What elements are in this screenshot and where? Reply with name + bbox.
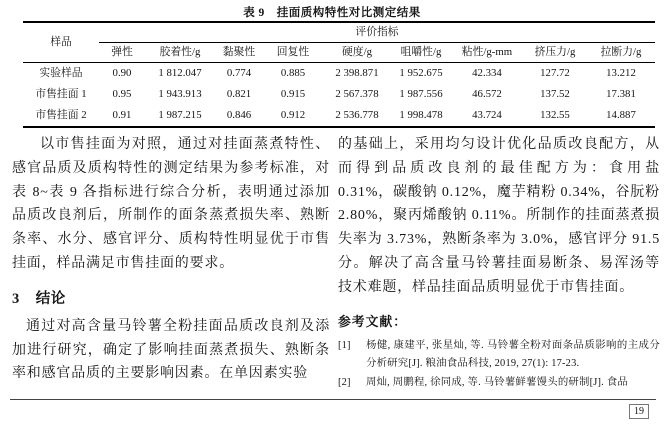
table-cell: 1 998.478 xyxy=(399,108,443,121)
body-paragraph: 以市售挂面为对照，通过对挂面蒸煮特性、感官品质及质构特性的测定结果为参考标准，对表 8~表 9 各指标进行综合分析，表明通过添加品质改良剂后，所制作的面条蒸煮损失率、熟断条率、水分、感官评分、质构特性明显优于市售挂面，样品满足市售挂面的要求。 xyxy=(12,137,330,271)
table-cell: 2 567.378 xyxy=(335,87,379,100)
reference-number: [1] xyxy=(338,339,351,351)
col-header-hardness: 硬度/g xyxy=(323,42,391,62)
table-cell: 0.90 xyxy=(112,66,132,79)
table-cell: 42.334 xyxy=(472,66,502,79)
right-text-column xyxy=(338,133,660,392)
reference-text: 杨健, 康建平, 张星灿, 等. 马铃薯全粉对面条品质影响的主成分分析研究[J]. 粮油食品科技, 2019, 27(1): 17-23. xyxy=(366,339,660,370)
table-cell: 2 398.871 xyxy=(335,66,379,79)
body-paragraph: 通过对高含量马铃薯全粉挂面品质改良剂及添加进行研究，确定了影响挂面蒸煮损失、熟断条率和感官品质的主要影响因素。在单因素实验 xyxy=(12,318,330,382)
table-cell: 0.91 xyxy=(112,108,132,121)
page-number: 19 xyxy=(629,404,649,419)
row-sample-label: 实验样品 xyxy=(39,66,83,79)
table-cell: 137.52 xyxy=(540,87,570,100)
table-cell: 0.885 xyxy=(280,66,306,79)
table-cell: 17.381 xyxy=(606,87,636,100)
col-header-sample: 样品 xyxy=(23,22,99,62)
body-paragraph: 的基础上，采用均匀设计优化品质改良配方，从而得到品质改良剂的最佳配方为：食用盐 0.31%，碳酸钠 0.12%，魔芋精粉 0.34%，谷朊粉 2.80%，聚丙烯酸钠 0.11%。所制作的挂面蒸煮损失率为 3.73%，熟断条率为 3.0%，感官评分 91.5 分。解决了高含量马铃薯挂面易断条、易浑汤等技术难题，样品挂面品质明显优于市售挂面。 xyxy=(338,137,660,295)
reference-text: 周灿, 周鹏程, 徐同成, 等. 马铃薯鲜薯馒头的研制[J]. 食品 xyxy=(366,376,628,388)
table-cell: 14.887 xyxy=(606,108,636,121)
table-cell: 1 952.675 xyxy=(399,66,443,79)
col-header-breaking-force: 拉断力/g xyxy=(587,42,655,62)
table-cell: 13.212 xyxy=(606,66,636,79)
reference-number: [2] xyxy=(338,376,351,388)
col-header-resilience: 回复性 xyxy=(263,42,323,62)
col-header-chewiness: 咀嚼性/g xyxy=(391,42,451,62)
row-sample-label: 市售挂面 1 xyxy=(35,87,87,100)
table-row xyxy=(23,84,655,106)
table-cell: 0.774 xyxy=(226,66,252,79)
table-cell: 1 987.556 xyxy=(399,87,443,100)
col-header-elasticity: 弹性 xyxy=(99,42,145,62)
table-cell: 1 987.215 xyxy=(158,108,202,121)
table-cell: 1 812.047 xyxy=(158,66,202,79)
col-header-extrusion-force: 挤压力/g xyxy=(523,42,587,62)
col-header-stickiness: 粘性/g-mm xyxy=(451,42,523,62)
table-row xyxy=(23,105,655,127)
table-cell: 2 536.778 xyxy=(335,108,379,121)
table-cell: 46.572 xyxy=(472,87,502,100)
table-cell: 0.95 xyxy=(112,87,132,100)
table-cell: 0.821 xyxy=(226,87,252,100)
reference-item xyxy=(338,337,660,374)
table-cell: 43.724 xyxy=(472,108,502,121)
table-cell: 132.55 xyxy=(540,108,570,121)
section-title: 结论 xyxy=(35,290,66,307)
table-cell: 0.912 xyxy=(280,108,306,121)
col-header-gumminess: 胶着性/g xyxy=(145,42,215,62)
left-text-column xyxy=(12,133,330,386)
table-cell: 1 943.913 xyxy=(158,87,202,100)
reference-item xyxy=(338,374,660,393)
footer-divider xyxy=(10,399,656,400)
row-sample-label: 市售挂面 2 xyxy=(35,108,87,121)
table-caption: 表 9 挂面质构特性对比测定结果 xyxy=(243,7,421,19)
col-header-cohesiveness: 黏聚性 xyxy=(215,42,263,62)
col-group-header: 评价指标 xyxy=(99,22,655,42)
section-heading-conclusion xyxy=(12,287,330,308)
references-heading: 参考文献： xyxy=(338,314,407,329)
table-cell: 0.915 xyxy=(280,87,306,100)
section-number: 3 xyxy=(12,290,20,307)
table-row xyxy=(23,62,655,84)
table-cell: 127.72 xyxy=(540,66,570,79)
table-cell: 0.846 xyxy=(226,108,252,121)
texture-results-table xyxy=(23,21,655,128)
